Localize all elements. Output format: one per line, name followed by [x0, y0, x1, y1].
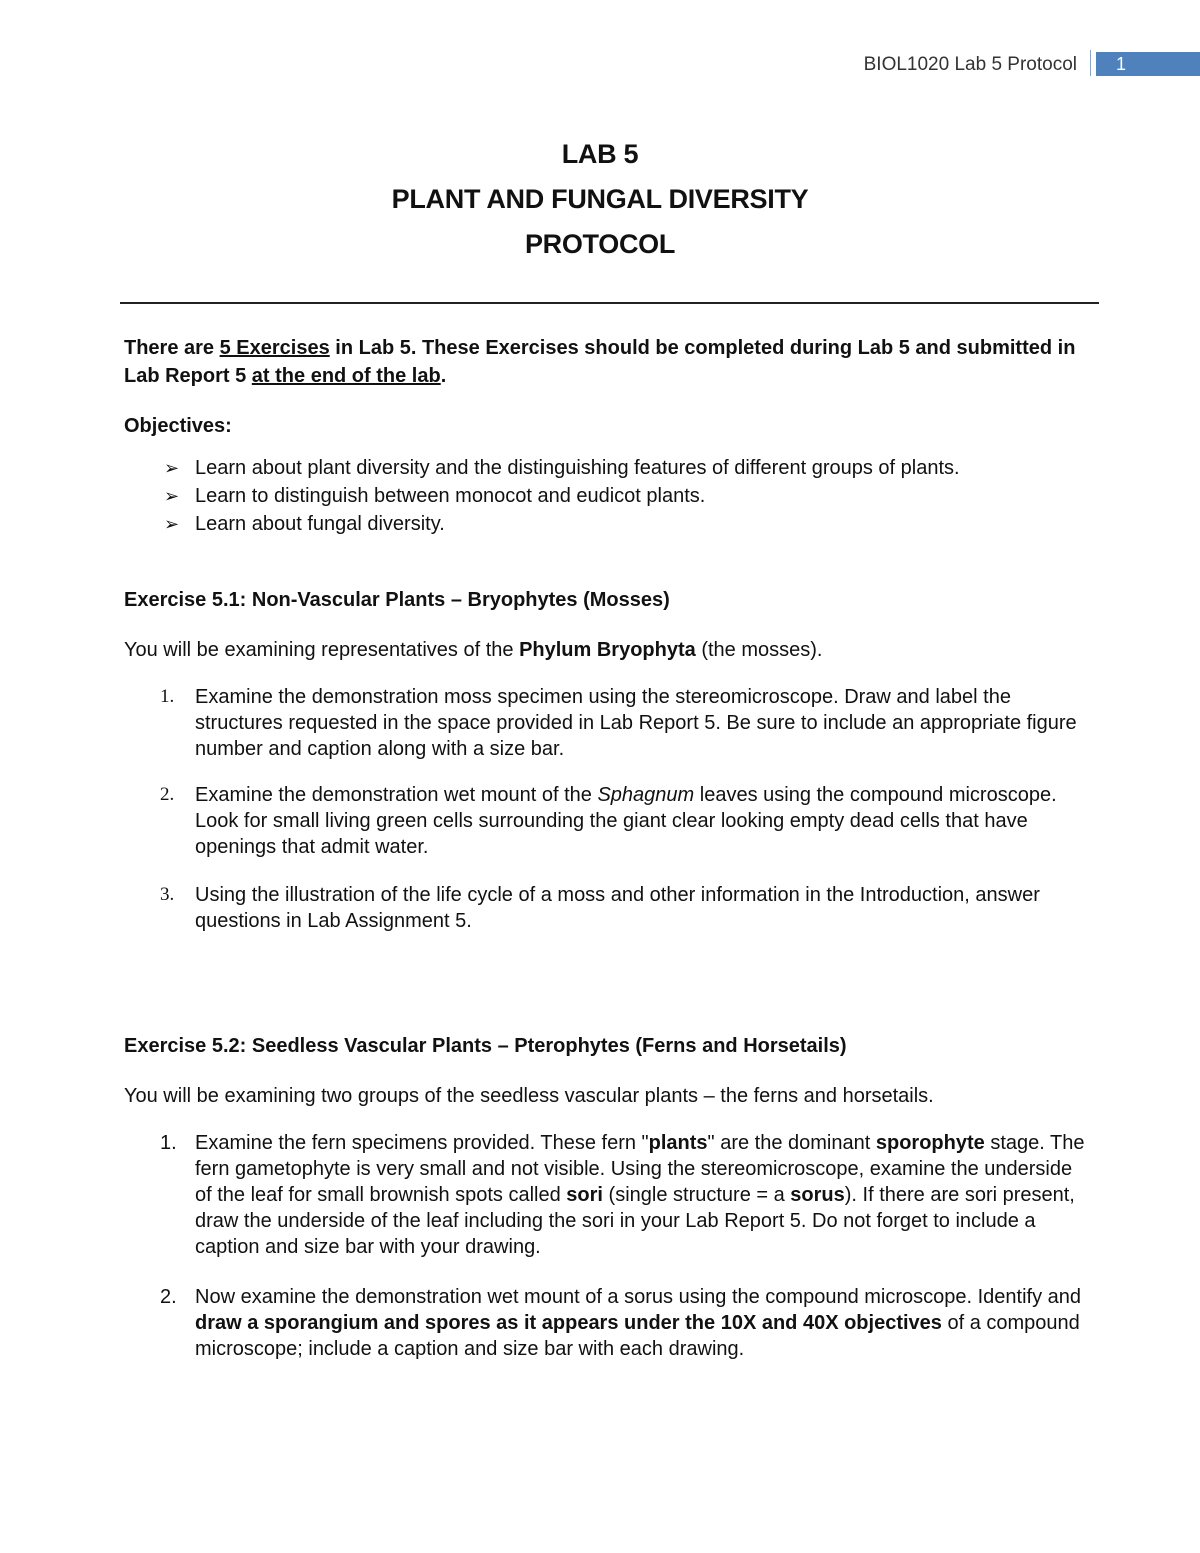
- intro-text-1: There are: [124, 337, 220, 359]
- intro-text-3: .: [440, 365, 447, 387]
- title-line-3: PROTOCOL: [524, 229, 676, 259]
- horizontal-rule: [120, 302, 1099, 304]
- objective-text: Learn to distinguish between monocot and eudicot plants.: [195, 485, 706, 507]
- objective-text: Learn about fungal diversity.: [195, 513, 445, 535]
- term-sorus: sorus: [790, 1184, 845, 1206]
- draw-instruction: draw a sporangium and spores as it appears under the 10X and 40X objectives: [195, 1312, 942, 1334]
- step-item: [124, 782, 1094, 860]
- ex1-phylum: Phylum Bryophyta: [519, 639, 696, 661]
- arrow-bullet-icon: ➢: [164, 514, 180, 534]
- exercise-5-2-intro: You will be examining two groups of the seedless vascular plants – the ferns and horsetails.: [124, 1085, 934, 1107]
- step-number: 2.: [160, 1286, 177, 1308]
- step-text: " are the dominant: [707, 1132, 876, 1154]
- exercise-5-1-intro: [124, 636, 1094, 664]
- document-body: [124, 334, 1094, 1362]
- header-divider: [1090, 50, 1091, 76]
- intro-paragraph: [124, 334, 1094, 390]
- objective-item: [124, 482, 1094, 510]
- objective-item: [124, 510, 1094, 538]
- step-text: ). If there are sori present, draw the underside of the leaf including the sori in your Lab Report 5. Do not forget to include a caption and size bar with your drawing.: [195, 1184, 1075, 1258]
- step-text: Examine the fern specimens provided. These fern ": [195, 1132, 649, 1154]
- step-number: 1.: [160, 1132, 177, 1154]
- intro-deadline: at the end of the lab: [251, 365, 441, 387]
- step-text: Now examine the demonstration wet mount of a sorus using the compound microscope. Identify and: [195, 1286, 1082, 1308]
- title-block: [0, 132, 1200, 267]
- step-text: of a compound microscope; include a caption and size bar with each drawing.: [195, 1312, 1080, 1360]
- step-item: [124, 684, 1094, 762]
- step-text: Using the illustration of the life cycle of a moss and other information in the Introduction, answer questions in Lab Assignment 5.: [195, 884, 1040, 932]
- step-item: [124, 1284, 1094, 1362]
- step-text: (single structure = a: [602, 1184, 791, 1206]
- step-number: 2.: [160, 784, 175, 805]
- arrow-bullet-icon: ➢: [164, 458, 180, 478]
- exercise-5-2-steps: [124, 1130, 1094, 1362]
- page-number: 1: [1096, 52, 1200, 76]
- term-sporophyte: sporophyte: [875, 1132, 985, 1154]
- step-text: Examine the demonstration moss specimen using the stereomicroscope. Draw and label the structures requested in the space provided in Lab Report 5. Be sure to include an appropriate figure number and caption along with a size bar.: [195, 686, 1077, 760]
- step-number: 3.: [160, 884, 175, 905]
- step-number: 1.: [160, 686, 175, 707]
- term-plants: plants: [648, 1132, 708, 1154]
- exercise-5-1-heading: Exercise 5.1: Non-Vascular Plants – Bryophytes (Mosses): [124, 589, 670, 611]
- objectives-heading: Objectives:: [124, 415, 232, 437]
- objectives-list: [124, 454, 1094, 538]
- step-text-tail: leaves using the compound microscope. Look for small living green cells surrounding the giant clear looking empty dead cells that have openings that admit water.: [195, 784, 1057, 858]
- intro-text-2: in Lab 5. These Exercises should be completed during Lab 5 and submitted in Lab Report 5: [124, 337, 1076, 387]
- ex1-intro-tail: (the mosses).: [695, 639, 823, 661]
- step-item: [124, 1130, 1094, 1260]
- term-sori: sori: [566, 1184, 603, 1206]
- exercise-5-1-steps: [124, 684, 1094, 934]
- step-text: Examine the demonstration wet mount of the: [195, 784, 598, 806]
- objective-text: Learn about plant diversity and the distinguishing features of different groups of plants.: [195, 457, 960, 479]
- step-item: [124, 882, 1094, 934]
- sphagnum-term: Sphagnum: [597, 784, 695, 806]
- ex1-intro-text: You will be examining representatives of the: [124, 639, 520, 661]
- running-title: BIOL1020 Lab 5 Protocol: [863, 54, 1077, 75]
- exercise-5-2-heading: Exercise 5.2: Seedless Vascular Plants – Pterophytes (Ferns and Horsetails): [124, 1035, 847, 1057]
- step-text: stage. The fern gametophyte is very small and not visible. Using the stereomicroscope, examine the underside of the leaf for small brownish spots called: [195, 1132, 1085, 1206]
- intro-exercises-count: 5 Exercises: [219, 337, 330, 359]
- title-line-1: LAB 5: [561, 139, 639, 169]
- title-line-2: PLANT AND FUNGAL DIVERSITY: [391, 184, 809, 214]
- objective-item: [124, 454, 1094, 482]
- arrow-bullet-icon: ➢: [164, 486, 180, 506]
